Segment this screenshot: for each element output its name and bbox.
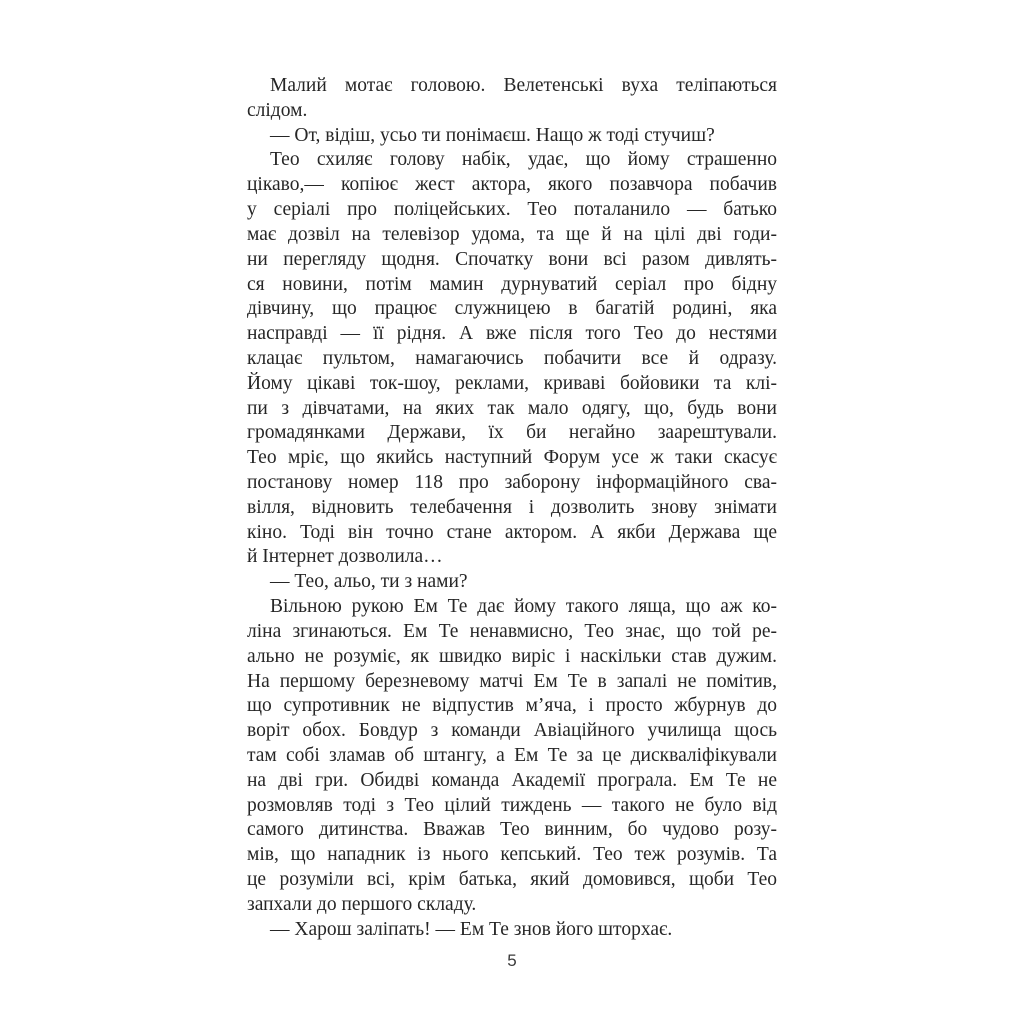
text-line: слідом. bbox=[247, 99, 308, 121]
text-line: має дозвіл на телевізор удома, та ще й на цілі дві годи- bbox=[247, 223, 777, 245]
text-line: постанову номер 118 про заборону інформаційного сва- bbox=[247, 472, 777, 493]
page-text bbox=[247, 74, 777, 942]
text-line: цікаво,— копіює жест актора, якого позавчора побачив bbox=[247, 174, 777, 196]
text-line: вілля, відновить телебачення і дозволить знову знімати bbox=[247, 496, 777, 518]
text-line: дівчину, що працює служницею в багатій родині, яка bbox=[247, 298, 777, 320]
text-line: пи з дівчатами, на яких так мало одягу, що, будь вони bbox=[247, 397, 777, 419]
text-line: Йому цікаві ток-шоу, реклами, криваві бойовики та клі- bbox=[247, 372, 777, 394]
text-line: розмовляв тоді з Тео цілий тиждень — такого не було від bbox=[247, 794, 777, 816]
text-line-dialogue: — Харош заліпать! — Ем Те знов його шторхає. bbox=[270, 918, 673, 940]
text-line: Вільною рукою Ем Те дає йому такого ляща, що аж ко- bbox=[270, 596, 777, 618]
text-line: на дві гри. Обидві команда Академії програла. Ем Те не bbox=[247, 769, 777, 791]
text-line: ни перегляду щодня. Спочатку вони всі разом дивлять- bbox=[247, 248, 777, 270]
text-line: Тео мріє, що якийсь наступний Форум усе ж таки скасує bbox=[247, 447, 777, 469]
text-line: Тео схиляє голову набік, удає, що йому страшенно bbox=[270, 149, 777, 171]
text-line: це розуміли всі, крім батька, який домовився, щоби Тео bbox=[247, 869, 777, 890]
text-line: кіно. Тоді він точно стане актором. А якби Держава ще bbox=[247, 521, 777, 543]
text-line: насправді — її рідня. А вже після того Тео до нестями bbox=[247, 323, 777, 345]
text-line: ально не розуміє, як швидко виріс і наскільки став дужим. bbox=[247, 645, 777, 667]
text-line: клацає пультом, намагаючись побачити все й одразу. bbox=[247, 347, 777, 369]
text-line: що супротивник не відпустив м’яча, і просто жбурнув до bbox=[247, 695, 777, 717]
text-line: Малий мотає головою. Велетенські вуха теліпаються bbox=[270, 75, 777, 96]
text-line: там собі зламав об штангу, а Ем Те за це дискваліфікували bbox=[247, 744, 777, 766]
text-line: й Інтернет дозволила… bbox=[247, 546, 443, 568]
page-number: 5 bbox=[507, 951, 517, 971]
text-line: мів, що нападник із нього кепський. Тео теж розумів. Та bbox=[247, 844, 777, 866]
text-line-dialogue: — От, відіш, усьо ти понімаєш. Нащо ж тоді стучиш? bbox=[270, 124, 715, 146]
text-line: воріт обох. Бовдур з команди Авіаційного училища щось bbox=[247, 720, 777, 742]
text-line-dialogue: — Тео, альо, ти з нами? bbox=[270, 571, 468, 593]
text-line: ліна згинаються. Ем Те ненавмисно, Тео знає, що той ре- bbox=[247, 620, 777, 642]
text-line: запхали до першого складу. bbox=[247, 893, 477, 915]
text-line: ся новини, потім мамин дурнуватий серіал про бідну bbox=[247, 273, 777, 295]
text-line: у серіалі про поліцейських. Тео поталанило — батько bbox=[247, 199, 777, 221]
text-line: громадянками Держави, їх би негайно заарештували. bbox=[247, 422, 777, 444]
text-line: На першому березневому матчі Ем Те в запалі не помітив, bbox=[247, 670, 777, 692]
text-line: самого дитинства. Вважав Тео винним, бо чудово розу- bbox=[247, 819, 777, 841]
